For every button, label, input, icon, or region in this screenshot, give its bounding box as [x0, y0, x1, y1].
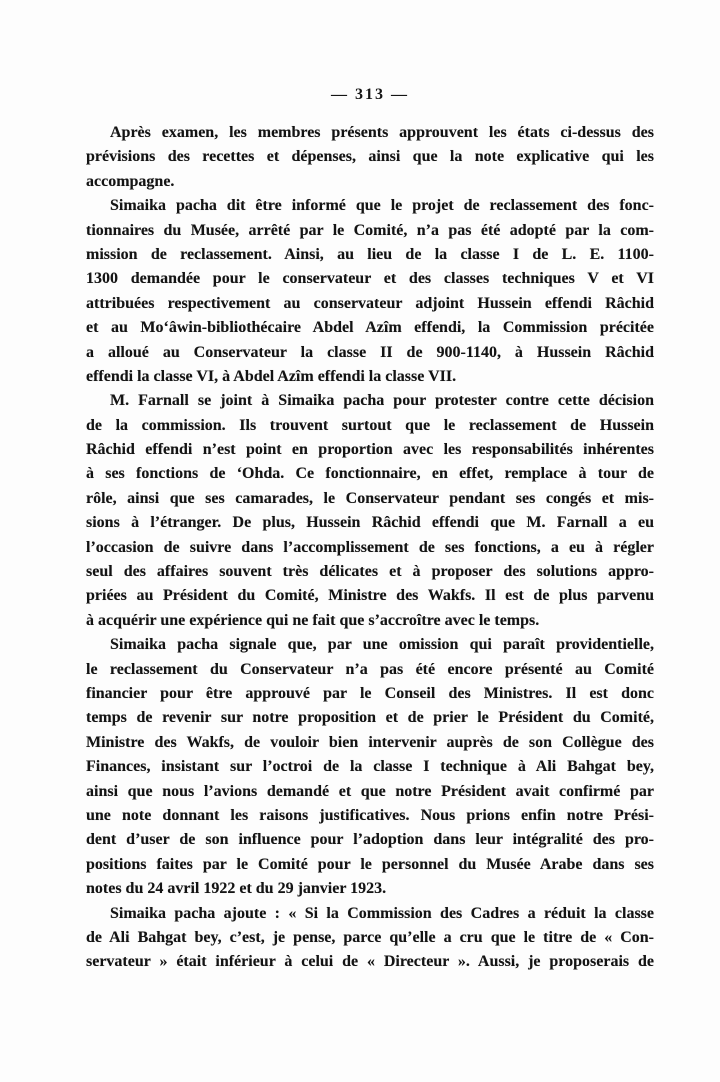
text-line: sions à l’étranger. De plus, Hussein Râchid effendi que M. Farnall a eu: [86, 514, 654, 532]
paragraph: [86, 389, 654, 633]
text-line: positions faites par le Comité pour le personnel du Musée Arabe dans ses: [86, 855, 654, 873]
text-line: notes du 24 avril 1922 et du 29 janvier 1923.: [86, 880, 387, 898]
paragraph: [86, 121, 654, 194]
text-line: et au Mo‘âwin-bibliothécaire Abdel Azîm effendi, la Commission précitée: [86, 319, 654, 337]
text-line: Râchid effendi n’est point en proportion avec les responsabilités inhérentes: [86, 441, 654, 459]
text-line: Simaika pacha ajoute : « Si la Commission des Cadres a réduit la classe: [110, 904, 654, 922]
text-line: Après examen, les membres présents approuvent les états ci-dessus des: [110, 124, 654, 141]
text-line: rôle, ainsi que ses camarades, le Conservateur pendant ses congés et mis-: [86, 489, 654, 507]
text-line: effendi la classe VI, à Abdel Azîm effendi la classe VII.: [86, 367, 457, 385]
page-number: — 313 —: [331, 86, 409, 103]
paragraph: [86, 194, 654, 389]
text-line: de Ali Bahgat bey, c’est, je pense, parce qu’elle a cru que le titre de « Con-: [86, 928, 654, 946]
text-body: [86, 121, 654, 975]
text-line: mission de reclassement. Ainsi, au lieu de la classe I de L. E. 1100-: [86, 245, 654, 263]
text-line: tionnaires du Musée, arrêté par le Comité, n’a pas été adopté par la com-: [86, 221, 654, 239]
text-line: M. Farnall se joint à Simaika pacha pour protester contre cette décision: [110, 392, 654, 410]
text-line: l’occasion de suivre dans l’accomplissement de ses fonctions, a eu à régler: [86, 538, 654, 556]
text-line: seul des affaires souvent très délicates et à proposer des solutions appro-: [86, 563, 654, 581]
text-line: Simaika pacha dit être informé que le projet de reclassement des fonc-: [110, 197, 654, 215]
text-line: attribuées respectivement au conservateur adjoint Hussein effendi Râchid: [86, 294, 654, 312]
text-line: financier pour être approuvé par le Conseil des Ministres. Il est donc: [86, 684, 654, 702]
text-line: temps de revenir sur notre proposition et de prier le Président du Comité,: [86, 709, 654, 727]
text-line: dent d’user de son influence pour l’adoption dans leur intégralité des pro-: [86, 831, 654, 849]
text-line: ainsi que nous l’avions demandé et que notre Président avait confirmé par: [86, 782, 654, 800]
text-line: une note donnant les raisons justificatives. Nous prions enfin notre Prési-: [86, 806, 654, 824]
text-line: à acquérir une expérience qui ne fait que s’accroître avec le temps.: [86, 611, 540, 629]
text-line: 1300 demandée pour le conservateur et des classes techniques V et VI: [86, 270, 654, 288]
text-line: priées au Président du Comité, Ministre des Wakfs. Il est de plus parvenu: [86, 587, 654, 605]
text-line: Finances, insistant sur l’octroi de la classe I technique à Ali Bahgat bey,: [86, 758, 654, 776]
text-line: le reclassement du Conservateur n’a pas été encore présenté au Comité: [86, 660, 654, 678]
text-line: Simaika pacha signale que, par une omission qui paraît providentielle,: [110, 636, 654, 654]
paragraph: [86, 902, 654, 975]
text-line: accompagne.: [86, 172, 175, 190]
text-line: prévisions des recettes et dépenses, ainsi que la note explicative qui les: [86, 148, 654, 166]
text-line: de la commission. Ils trouvent surtout que le reclassement de Hussein: [86, 416, 654, 434]
text-line: à ses fonctions de ‘Ohda. Ce fonctionnaire, en effet, remplace à tour de: [86, 465, 654, 483]
paragraph: [86, 633, 654, 901]
text-line: Ministre des Wakfs, de vouloir bien intervenir auprès de son Collègue des: [86, 733, 654, 751]
text-line: a alloué au Conservateur la classe II de 900-1140, à Hussein Râchid: [86, 343, 654, 361]
text-line: servateur » était inférieur à celui de « Directeur ». Aussi, je proposerais de: [86, 953, 654, 971]
